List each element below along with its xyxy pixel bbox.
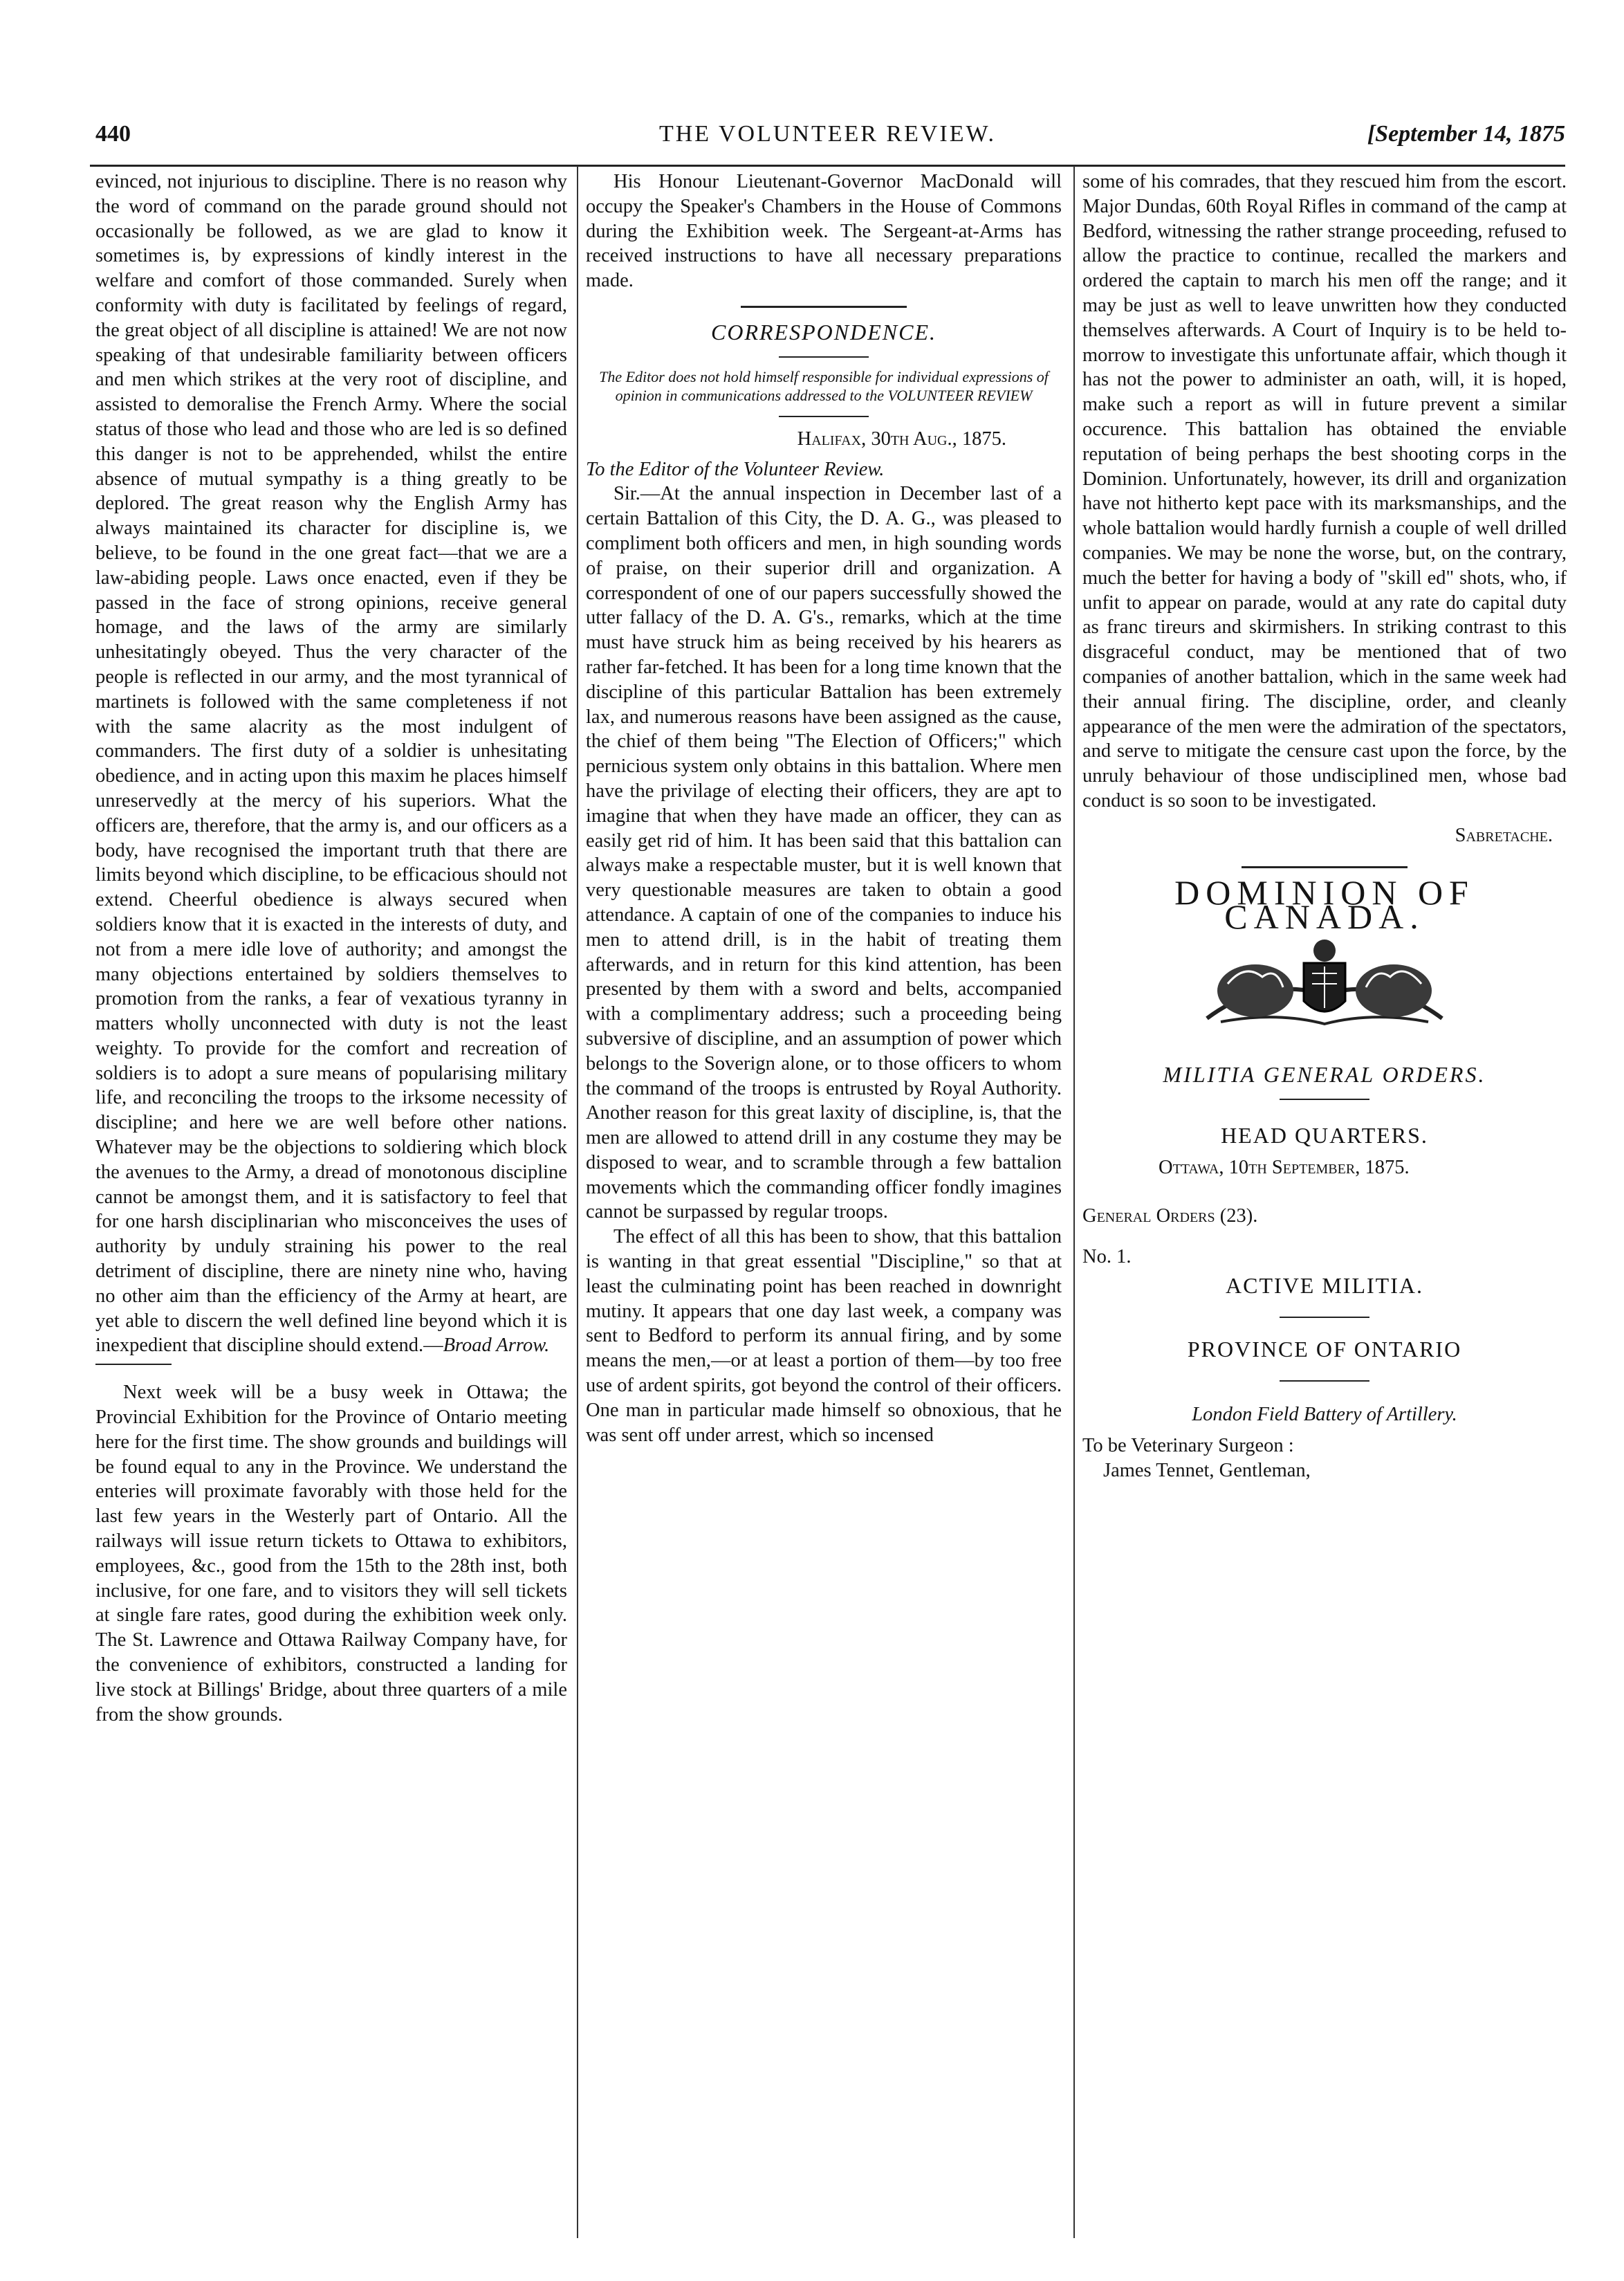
battery-name: London Field Battery of Artillery. [1192,1403,1457,1425]
divider [1280,1099,1369,1100]
header-rule [90,165,1565,167]
section-divider [741,306,907,308]
column-2 [586,170,1062,1447]
order-number: No. 1. [1082,1246,1132,1268]
appointee-name: James Tennet, Gentleman, [1103,1460,1311,1482]
divider [779,416,869,417]
page-header [90,121,1565,163]
dominion-heading: DOMINION OF CANADA. [1174,872,1475,937]
letter-dateline: Halifax, 30th Aug., 1875. [797,428,1006,450]
militia-general-orders-heading: MILITIA GENERAL ORDERS. [1163,1062,1486,1088]
letter-paragraph-1: Sir.—At the annual inspection in December last of a certain Battalion of this City, the D. A. G., was pleased to compliment both officers and men, in high sounding words of praise, on their superior drill and organization. A correspondent of one of our papers successfully showed the utter fallacy of the D. A. G's., remarks, which at the time must have struck him as being received by his hearers as rather far-fetched. It has been for a long time known that the discipline of this particular Battalion has been extremely lax, and numerous reasons have been assigned as the cause, the chief of them being "The Election of Officers;" which pernicious system only obtains in this battalion. Where men have the privilage of electing their officers, they are apt to imagine that when they have made an officer, they can as easily get rid of him. It has been said that this battalion can always make a respectable muster, but it is well known that very questionable measures are taken to obtain a good attendance. A captain of one of the companies to induce his men to attend drill, is in the habit of treating them afterwards, and in return for this kind attention, has been presented by them with a sword and belts, accompanied with a complimentary address; such a proceeding being subversive of discipline, and an assumption of power which belongs to the Soverign alone, or to those officers to whom the command of the troops is entrusted by Royal Authority. Another reason for this great laxity of discipline, is, that the men are allowed to attend drill in any costume they may be disposed to wear, and to scramble through a few battalion movements which the commanding officer fondly imagines cannot be surpassed by regular troops. [586,483,1062,1223]
letter-signature: Sabretache. [1455,824,1553,846]
province-heading: PROVINCE OF ONTARIO [1187,1336,1462,1362]
letter-salutation: To the Editor of the Volunteer Review. [586,458,885,480]
masthead-title: THE VOLUNTEER REVIEW. [658,121,996,147]
general-orders-number: General Orders (23). [1082,1204,1258,1227]
editor-disclaimer: The Editor does not hold himself responsible for individual expressions of opinion in communications addressed to the VOLUNTEER REVIEW [599,367,1049,404]
coat-of-arms-icon [1179,935,1470,1039]
appointment-title: To be Veterinary Surgeon : [1082,1435,1294,1457]
column-rule-1 [577,166,578,2238]
column-3 [1082,170,1567,1483]
column-rule-2 [1073,166,1075,2238]
active-militia-heading: ACTIVE MILITIA. [1226,1273,1423,1299]
divider [1280,1380,1369,1382]
page-number: 440 [95,121,131,147]
head-quarters-dateline: Ottawa, 10th September, 1875. [1159,1156,1410,1178]
head-quarters-heading: HEAD QUARTERS. [1221,1122,1428,1148]
issue-date: [September 14, 1875 [1367,121,1565,147]
article-source: Broad Arrow. [443,1335,550,1357]
letter-paragraph-2: The effect of all this has been to show, that this battalion is wanting in that great essential "Discipline," so that at least the culminating point has been reached in downright mutiny. It appears that one day last week, a company was sent to Bedford to perform its annual firing, and by some means the men,—or at least a portion of them—by too free use of ardent spirits, got beyond the control of their officers. One man in particular made himself so obnoxious, that he was sent off under arrest, which so incensed [586,1226,1062,1446]
divider [779,356,869,358]
article-discipline: evinced, not injurious to discipline. There is no reason why the word of command on the parade ground should not occasionally be followed, as we are glad to know it sometimes is, by expressions of kindly interest in the welfare and comfort of those commanded. Surely when conformity with duty is facilitated by feelings of regard, the great object of all discipline is attained! We are not now speaking of that undesirable familiarity between officers and men which strikes at the very root of discipline, and assisted to demoralise the French Army. Where the social status of those who lead and those who are led is so defined this danger is not to be apprehended, whilst the entire absence of mutual sympathy is a thing greatly to be deplored. The great reason why the English Army has always maintained its character for discipline is, we believe, to be found in the one great fact—that we are a law-abiding people. Laws once enacted, even if they be passed in the face of strong opinions, receive general homage, and the laws of the army are similarly unhesitatingly obeyed. Thus the very character of the people is reflected in our army, and the most tyrannical of martinets is followed with the same completeness if not with the same alacrity as the most indulgent of commanders. The first duty of a soldier is unhesitating obedience, and in acting upon this maxim he places himself unreservedly at the mercy of his superiors. What the officers are, therefore, that the army is, and our officers as a body, have recognised the important truth that there are limits beyond which discipline, to be efficacious should not extend. Cheerful obedience is always secured when soldiers know that it is exacted in the interests of duty, and not from a mere idle love of authority; and amongst the many objections entertained by soldiers themselves to promotion from the ranks, a fear of vexatious tyranny in matters wholly unconnected with duty is not the least weighty. To provide for the comfort and recreation of soldiers is to adopt a sure means of popularising military life, and reconciling the troops to the irksome necessity of discipline; and here we are well before other nations. Whatever may be the objections to soldiering which block the avenues to the Army, a dread of monotonous discipline cannot be amongst them, and it is satisfactory to feel that for one harsh disciplinarian who misconceives the uses of authority by unduly straining his power to the real detriment of discipline, there are ninety nine who, having no other aim than the efficiency of the Army at heart, are yet able to discern the well defined line beyond which it is inexpedient that discipline should extend.—Broad Arrow. [95,171,567,1357]
divider [1280,1317,1369,1318]
section-divider [1242,866,1408,868]
article-lieutenant-governor: His Honour Lieutenant-Governor MacDonald will occupy the Speaker's Chambers in the House of Commons during the Exhibition week. The Sergeant-at-Arms has received instructions to have all necessary preparations made. [586,171,1062,292]
correspondence-heading: CORRESPONDENCE. [711,319,936,345]
divider [95,1364,172,1365]
column-1 [95,170,567,1727]
letter-paragraph-3: some of his comrades, that they rescued him from the escort. Major Dundas, 60th Royal Rifles in command of the camp at Bedford, witnessing the rather strange proceeding, refused to allow the practice to continue, recalled the markers and ordered the captain to march his men off the range; and it may be just as well to leave unwritten how they conducted themselves afterwards. A Court of Inquiry is to be held to-morrow to investigate this unfortunate affair, which though it has not the power to administer an oath, will, it is hoped, make such a report as will in future prevent a similar occurence. This battalion has obtained the enviable reputation of being perhaps the best shooting corps in the Dominion. Unfortunately, however, its drill and organization have not hitherto kept pace with its marksmanships, and the whole battalion would hardly furnish a couple of well drilled companies. We may be none the worse, but, on the contrary, much the better for having a body of "skill ed" shots, who, if unfit to appear on parade, would at any rate do capital duty as franc tireurs and skirmishers. In striking contrast to this disgraceful conduct, may be mentioned that of two companies of another battalion, which in the same week had their annual firing. The discipline, order, and cleanly appearance of the men were the admiration of the spectators, and serve to mitigate the censure cast upon the force, by the unruly behaviour of those undisciplined men, whose bad conduct is so soon to be investigated. [1082,171,1567,812]
article-exhibition: Next week will be a busy week in Ottawa; the Provincial Exhibition for the Province of Ontario meeting here for the first time. The show grounds and buildings will be found equal to any in the Province. We understand the enteries will proximate favorably with those held for the last few years in the Westerly part of Ontario. All the railways will issue return tickets to Ottawa to exhibitors, employees, &c., good from the 15th to the 28th inst, both inclusive, for one fare, and to visitors they will sell tickets at single fare rates, good during the exhibition week only. The St. Lawrence and Ottawa Railway Company have, for the convenience of exhibitors, constructed a landing for live stock at Billings' Bridge, about three quarters of a mile from the show grounds. [95,1382,567,1725]
